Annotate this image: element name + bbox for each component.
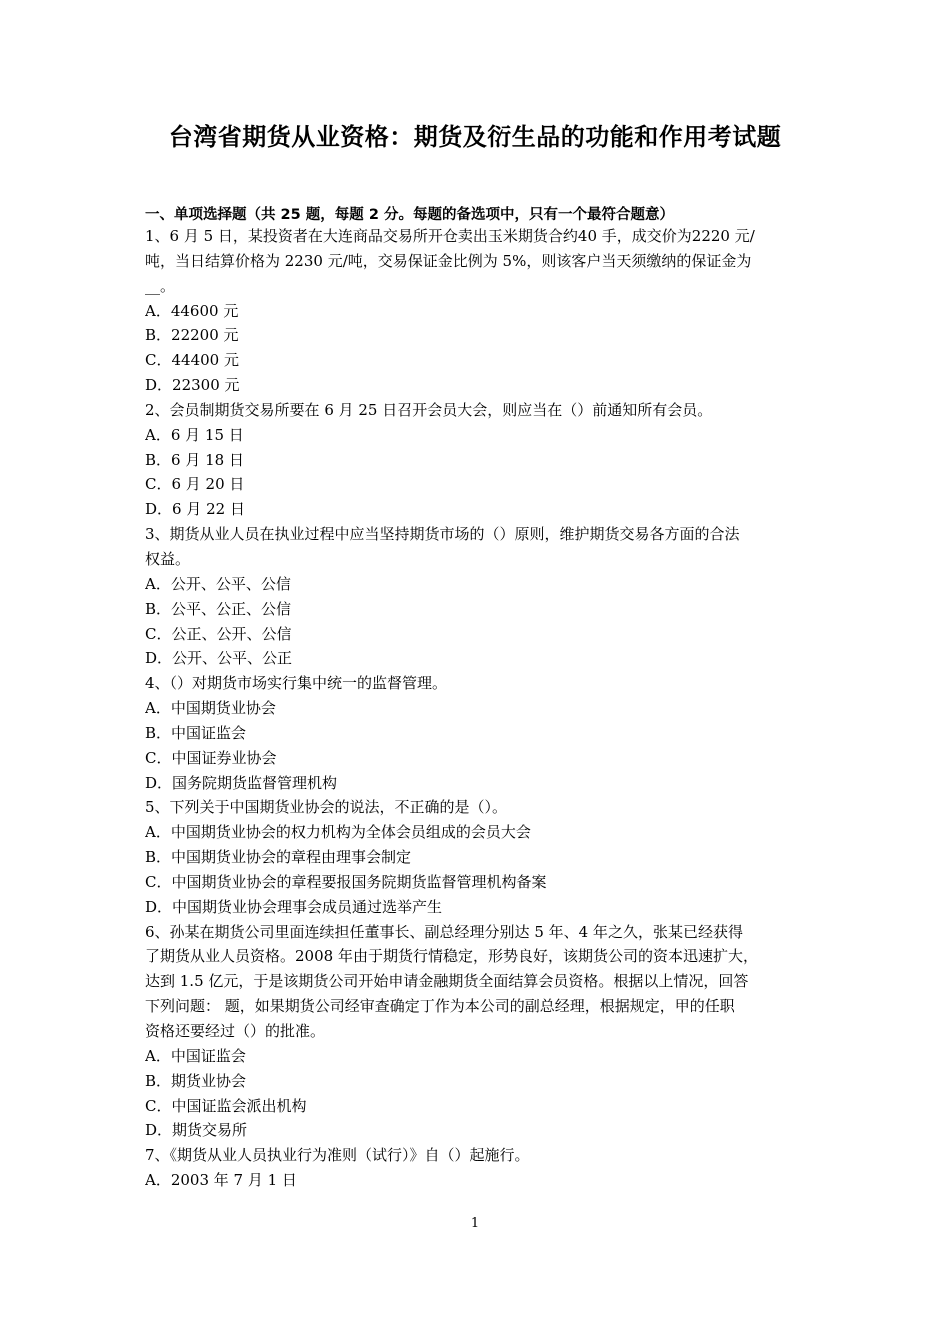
answer-option: C．44400 元 [145, 351, 239, 370]
document-title: 台湾省期货从业资格：期货及衍生品的功能和作用考试题 [168, 123, 782, 151]
answer-option: C．中国期货业协会的章程要报国务院期货监督管理机构备案 [145, 872, 547, 891]
question-5 [145, 795, 810, 919]
answer-option: C．中国证券业协会 [145, 748, 277, 767]
answer-option: D．公开、公平、公正 [145, 649, 293, 668]
question-text-line: 7、《期货从业人员执业行为准则（试行）》自（）起施行。 [145, 1146, 530, 1165]
answer-option: A．44600 元 [145, 301, 239, 320]
answer-option: C．中国证监会派出机构 [145, 1096, 307, 1115]
question-text-line: 吨，当日结算价格为 2230 元/吨，交易保证金比例为 5%，则该客户当天须缴纳的保证金为 [145, 251, 752, 270]
question-text-line: 资格还要经过（）的批准。 [145, 1022, 326, 1040]
answer-option: A．公开、公平、公信 [145, 574, 291, 593]
answer-option: B．期货业协会 [145, 1071, 247, 1090]
question-text-line: 了期货从业人员资格。2008 年由于期货行情稳定，形势良好，该期货公司的资本迅速扩大， [145, 947, 758, 966]
question-2 [145, 398, 810, 522]
question-text-line: 1、6 月 5 日，某投资者在大连商品交易所开仓卖出玉米期货合约40 手，成交价为2220 元/ [145, 227, 755, 245]
answer-option: A．6 月 15 日 [145, 425, 244, 444]
question-text-line: 6、孙某在期货公司里面连续担任董事长、副总经理分别达 5 年、4 年之久，张某已经获得 [145, 922, 743, 941]
answer-option: D．国务院期货监督管理机构 [145, 773, 338, 792]
question-text-line: 权益。 [145, 549, 191, 568]
answer-option: C．6 月 20 日 [145, 475, 245, 494]
answer-option: D．期货交易所 [145, 1121, 248, 1140]
question-3 [145, 522, 810, 671]
question-7 [145, 1143, 810, 1193]
answer-option: A．中国期货业协会的权力机构为全体会员组成的会员大会 [145, 823, 531, 842]
question-4 [145, 671, 810, 795]
question-1 [145, 224, 810, 398]
answer-option: D．6 月 22 日 [145, 500, 245, 519]
answer-option: A．中国证监会 [145, 1046, 246, 1065]
answer-option: B．中国期货业协会的章程由理事会制定 [145, 848, 412, 867]
section-heading: 一、单项选择题（共 25 题，每题 2 分。每题的备选项中，只有一个最符合题意） [145, 207, 674, 223]
question-text-line: 2、会员制期货交易所要在 6 月 25 日召开会员大会，则应当在（）前通知所有会员。 [145, 400, 713, 419]
answer-option: A．中国期货业协会 [145, 699, 276, 718]
answer-option: B．公平、公正、公信 [145, 599, 292, 618]
answer-option: C．公正、公开、公信 [145, 624, 292, 643]
answer-option: B．中国证监会 [145, 723, 247, 742]
question-text-line: __。 [145, 276, 176, 295]
answer-option: D．22300 元 [145, 376, 240, 395]
answer-option: B．6 月 18 日 [145, 450, 244, 469]
question-text-line: 3、期货从业人员在执业过程中应当坚持期货市场的（）原则，维护期货交易各方面的合法 [145, 525, 740, 544]
answer-option: D．中国期货业协会理事会成员通过选举产生 [145, 897, 443, 916]
question-text-line: 4、（）对期货市场实行集中统一的监督管理。 [145, 674, 448, 693]
question-text-line: 达到 1.5 亿元，于是该期货公司开始申请金融期货全面结算会员资格。根据以上情况，回答 [145, 972, 749, 991]
answer-option: B．22200 元 [145, 326, 239, 345]
question-text-line: 下列问题： 题，如果期货公司经审查确定丁作为本公司的副总经理，根据规定，甲的任职 [145, 997, 735, 1016]
question-text-line: 5、下列关于中国期货业协会的说法，不正确的是（）。 [145, 798, 508, 817]
question-list [145, 224, 810, 1193]
question-6 [145, 920, 810, 1144]
page-number: 1 [470, 1216, 480, 1231]
answer-option: A．2003 年 7 月 1 日 [145, 1171, 297, 1190]
